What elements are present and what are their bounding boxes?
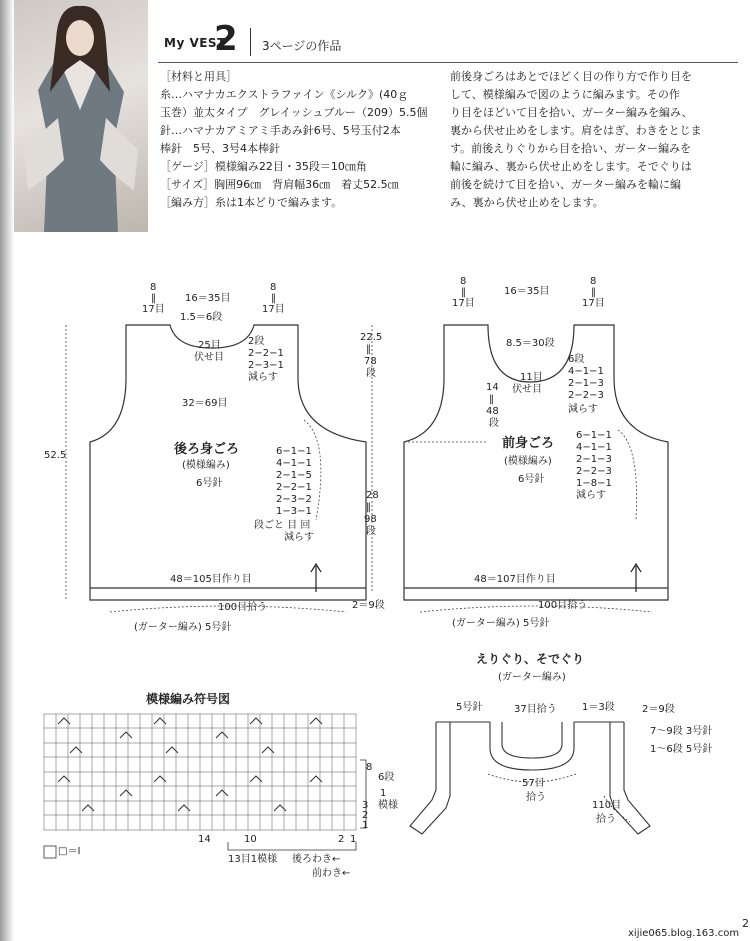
page-reference: 3ページの作品 <box>262 39 342 53</box>
back-height: 52.5 <box>44 450 67 461</box>
armhole-height: 22.5 <box>360 332 383 343</box>
front-neck-bind: 伏せ目 <box>512 384 542 395</box>
back-shoulder-eq: ‖ <box>151 293 156 304</box>
edging-rows-1-3: 1＝3段 <box>582 702 615 713</box>
chart-col-number: 10 <box>244 834 257 845</box>
body-eq: ‖ <box>366 502 371 513</box>
front-shoulder-st: 17目 <box>452 298 475 309</box>
chart-col-number: 1 <box>350 834 357 845</box>
front-pick-up: 100目拾う <box>538 600 588 611</box>
chart-row-number: 1 <box>362 820 369 831</box>
front-neck-dec: 減らす <box>568 404 598 415</box>
front-neck-bind-st: 11目 <box>520 372 543 383</box>
back-neck-dec: 2段 <box>248 336 265 347</box>
back-pick-up: 100目拾う <box>218 602 268 613</box>
chart-rows-label: 8 <box>366 762 373 773</box>
method-label: ［編み方］ <box>160 196 215 209</box>
front-shoulder-eq-r: ‖ <box>591 287 596 298</box>
front-neck-dec: 6段 <box>568 354 585 365</box>
front-neck-h-unit: 段 <box>489 418 499 429</box>
chart-col-number: 2 <box>338 834 345 845</box>
front-shoulder-top-r: 8 <box>590 276 597 287</box>
front-ribbing: (ガーター編み) 5号針 <box>452 618 550 629</box>
edging-front-pick-st: 57目 <box>522 778 545 789</box>
front-neck-dec: 4−1−1 <box>568 366 604 377</box>
front-shoulder-eq: ‖ <box>461 287 466 298</box>
edging-rows-1-6: 1〜6段 5号針 <box>650 744 713 755</box>
armhole-unit: 段 <box>366 368 376 379</box>
pattern-chart-grid <box>44 714 356 830</box>
edging-arm-pick: 拾う <box>596 814 616 825</box>
front-neck-h-rows: 48 <box>486 406 499 417</box>
front-neck-h: 14 <box>486 382 499 393</box>
method-value: 糸は1本どりで編みます。 <box>215 196 343 209</box>
back-title: 後ろ身ごろ <box>174 442 240 457</box>
footer-url: xijie065.blog.163.com <box>628 928 740 939</box>
back-neck-dec: 2−3−1 <box>248 360 284 371</box>
front-armhole-dec: 6−1−1 <box>576 430 612 441</box>
front-armhole-pickup <box>618 430 637 520</box>
back-shoulder-top-r: 8 <box>270 282 277 293</box>
back-shoulder-st-r: 17目 <box>262 304 285 315</box>
chart-row-number: 3 <box>362 800 369 811</box>
yarn-line-2: 玉巻）並太タイプ グレイッシュブルー（209）5.5個 <box>160 106 428 119</box>
instruction-line: 前後を続けて目を拾い、ガーター編みを輪に編 <box>450 178 681 191</box>
edging-rows-7-9: 7〜9段 3号針 <box>650 726 713 737</box>
back-shoulder-eq-r: ‖ <box>271 293 276 304</box>
chart-col-number: 14 <box>198 834 211 845</box>
body-height: 28 <box>366 490 379 501</box>
needle-line-2: 棒針 5号、3号4本棒針 <box>160 142 280 155</box>
chart-row-number: 2 <box>362 810 369 821</box>
front-armhole-dec: 2−1−3 <box>576 454 612 465</box>
edging-front-pick: 拾う <box>526 792 546 803</box>
back-needle: 6号針 <box>196 478 223 489</box>
edging-subtitle: (ガーター編み) <box>498 672 566 683</box>
front-armhole-dec: 減らす <box>576 490 606 501</box>
size-label: ［サイズ］ <box>160 178 215 191</box>
back-neck-bind-st: 25目 <box>198 340 221 351</box>
front-neck-dec: 2−1−3 <box>568 378 604 389</box>
front-pickup-arc <box>420 606 652 612</box>
edging-left-panel <box>410 722 450 834</box>
edging-title: えりぐり、そでぐり <box>476 652 585 666</box>
back-shoulder-top: 8 <box>150 282 157 293</box>
dec-legend: 段ごと 目 回 <box>254 520 311 531</box>
front-title: 前身ごろ <box>502 436 555 451</box>
instruction-line: す。前後えりぐりから目を拾い、ガーター編みを <box>450 142 692 155</box>
front-neck-dec: 2−2−3 <box>568 390 604 401</box>
front-armhole-dec: 2−2−3 <box>576 466 612 477</box>
back-armhole-dec: 2−1−5 <box>276 470 312 481</box>
front-shoulder-top: 8 <box>460 276 467 287</box>
back-armhole-dec: 2−2−1 <box>276 482 312 493</box>
series-label: My VEST <box>164 36 226 50</box>
front-armhole-dec: 4−1−1 <box>576 442 612 453</box>
instruction-line: 前後身ごろはあとでほどく目の作り方で作り目を <box>450 70 692 83</box>
chart-back-side: 後ろわき← <box>292 854 341 865</box>
chart-rows-label: 6段 <box>378 772 395 783</box>
chart-rows-label: 模様 <box>378 800 398 811</box>
back-neck-dec: 減らす <box>248 372 278 383</box>
edging-arm-pick-st: 110目 <box>592 800 622 811</box>
hem-rows: 2＝9段 <box>352 600 385 611</box>
back-neck-dec: 2−2−1 <box>248 348 284 359</box>
chart-repeat: 13目1模様 <box>228 854 278 865</box>
front-armhole-dec: 1−8−1 <box>576 478 612 489</box>
instruction-line: 裏から伏せ止めをします。肩をはぎ、わきをとじま <box>450 124 702 137</box>
edging-needle-5: 5号針 <box>456 702 483 713</box>
page-number: 2 <box>742 917 749 930</box>
gauge-value: 模様編み22目・35段＝10㎝角 <box>214 160 367 173</box>
body-rows: 98 <box>364 514 377 525</box>
edging-neck-band-inner <box>502 722 562 758</box>
back-armhole-dec: 2−3−2 <box>276 494 312 505</box>
back-chest: 32＝69目 <box>182 398 228 409</box>
edging-rows-2-9: 2＝9段 <box>642 704 675 715</box>
body-unit: 段 <box>366 526 376 537</box>
back-neck-rows: 1.5＝6段 <box>180 312 223 323</box>
edging-right-panel <box>610 722 650 834</box>
armhole-eq: ‖ <box>366 344 371 355</box>
chart-legend: □＝Ⅰ <box>58 846 81 857</box>
front-cast-on: 48＝107目作り目 <box>474 574 556 585</box>
legend-empty-cell <box>44 846 56 858</box>
chart-title: 模様編み符号図 <box>146 692 231 706</box>
front-shoulder-st-r: 17目 <box>582 298 605 309</box>
back-cast-on: 48＝105目作り目 <box>170 574 252 585</box>
front-neck-width: 16＝35目 <box>504 286 550 297</box>
pattern-number: 2 <box>214 19 238 59</box>
armhole-rows: 78 <box>364 356 377 367</box>
front-neck-h-eq: ‖ <box>489 394 494 405</box>
back-neck-bind: 伏せ目 <box>194 352 224 363</box>
size-value: 胸囲96㎝ 背肩幅36㎝ 着丈52.5㎝ <box>214 178 399 191</box>
materials-heading: ［材料と用具］ <box>160 70 237 83</box>
front-pattern: (模様編み) <box>504 456 552 467</box>
edging-back-pick: 37目拾う <box>514 704 557 715</box>
back-ribbing: (ガーター編み) 5号針 <box>134 622 232 633</box>
back-neck-width: 16＝35目 <box>185 293 231 304</box>
instruction-line: 輪に編み、裏から伏せ止めをします。そでぐりは <box>450 160 692 173</box>
front-needle: 6号針 <box>518 474 545 485</box>
chart-rows-label: 1 <box>380 788 387 799</box>
chart-front-side: 前わき← <box>312 868 351 879</box>
dec-legend-2: 減らす <box>284 532 314 543</box>
back-armhole-dec: 1−3−1 <box>276 506 312 517</box>
instruction-line: して、模様編みで図のように編みます。その作 <box>450 88 680 101</box>
needle-line-1: 針…ハマナカアミアミ手あみ針6号、5号玉付2本 <box>160 124 401 137</box>
back-armhole-dec: 6−1−1 <box>276 446 312 457</box>
back-pattern: (模様編み) <box>182 460 230 471</box>
back-shoulder-st: 17目 <box>142 304 165 315</box>
instruction-line: み、裏から伏せ止めをします。 <box>450 196 604 209</box>
yarn-line-1: 糸…ハマナカエクストラファイン《シルク》(40ｇ <box>160 88 409 101</box>
back-armhole-dec: 4−1−1 <box>276 458 312 469</box>
front-neck-depth: 8.5＝30段 <box>506 338 555 349</box>
gauge-label: ［ゲージ］ <box>160 160 215 173</box>
instruction-line: り目をほどいて目を拾い、ガーター編みを編み、 <box>450 106 693 119</box>
pattern-chart-symbols <box>58 718 322 811</box>
